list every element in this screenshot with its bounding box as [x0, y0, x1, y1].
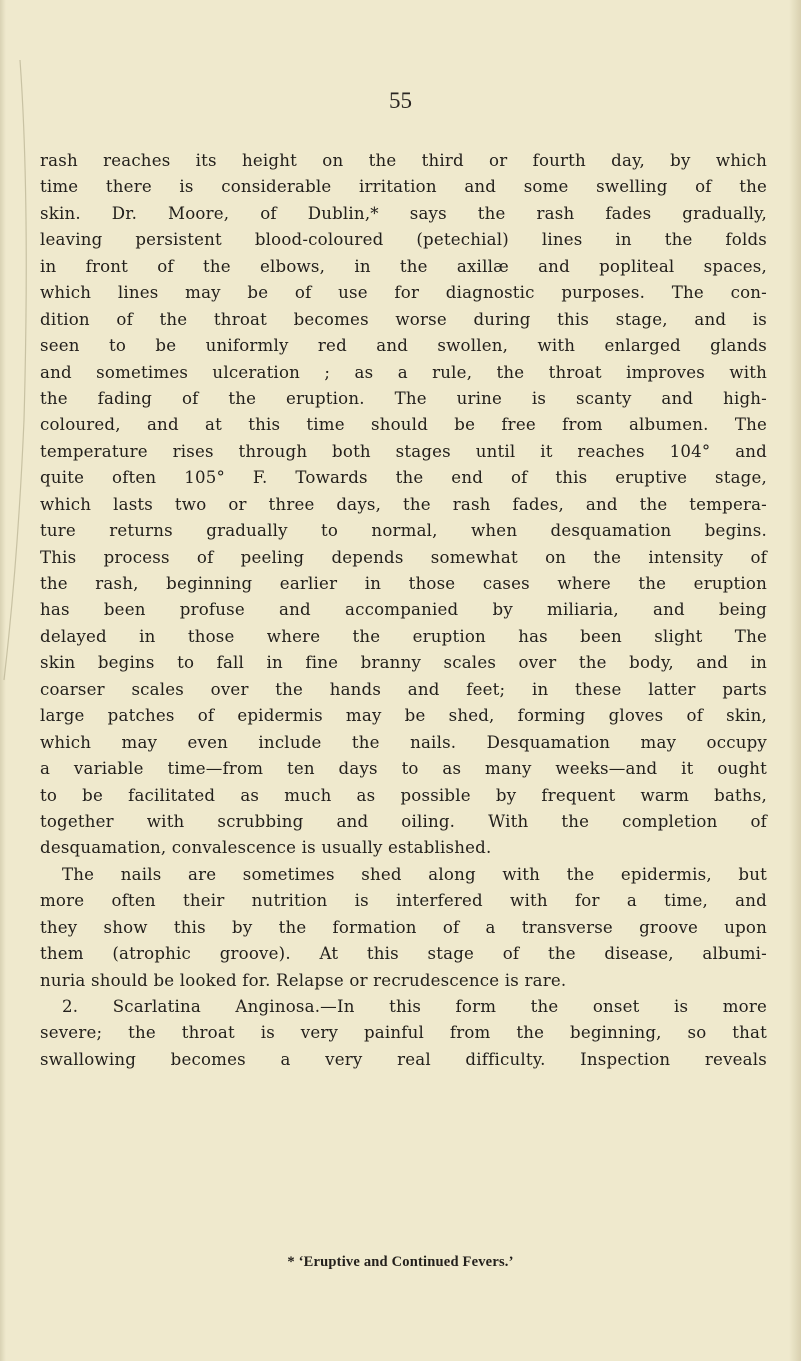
text-line: together with scrubbing and oiling. With the completion of: [40, 811, 767, 831]
text-line: quite often 105° F. Towards the end of this eruptive stage,: [40, 468, 767, 488]
text-line: leaving persistent blood-coloured (petechial) lines in the folds: [40, 230, 767, 250]
text-line: nuria should be looked for. Relapse or recrudescence is rare.: [40, 970, 567, 990]
text-line: large patches of epidermis may be shed, forming gloves of skin,: [40, 706, 767, 726]
text-line: seen to be uniformly red and swollen, with enlarged glands: [40, 336, 767, 356]
text-line: desquamation, convalescence is usually established.: [40, 838, 492, 858]
text-line: the fading of the eruption. The urine is scanty and high-: [40, 388, 767, 408]
text-line: which may even include the nails. Desquamation may occupy: [40, 732, 767, 752]
text-line: which lasts two or three days, the rash fades, and the tempera-: [40, 494, 767, 514]
text-line: 2. Scarlatina Anginosa.—In this form the onset is more: [62, 997, 767, 1016]
text-line: which lines may be of use for diagnostic purposes. The con-: [40, 283, 767, 303]
text-line: in front of the elbows, in the axillæ and popliteal spaces,: [40, 256, 767, 276]
text-line: coarser scales over the hands and feet; in these latter parts: [40, 679, 767, 699]
text-line: more often their nutrition is interfered with for a time, and: [40, 891, 767, 911]
body-text: [40, 148, 767, 1073]
text-line: The nails are sometimes shed along with the epidermis, but: [62, 864, 767, 884]
page-number: 55: [389, 88, 412, 113]
text-line: swallowing becomes a very real difficulty. Inspection reveals: [40, 1049, 767, 1069]
text-line: time there is considerable irritation and some swelling of the: [40, 177, 767, 197]
text-line: ture returns gradually to normal, when desquamation begins.: [40, 521, 767, 541]
text-line: they show this by the formation of a transverse groove upon: [40, 917, 767, 937]
text-line: severe; the throat is very painful from the beginning, so that: [40, 1023, 767, 1043]
text-line: skin begins to fall in fine branny scales over the body, and in: [40, 653, 767, 673]
text-line: temperature rises through both stages until it reaches 104° and: [40, 441, 767, 461]
text-line: coloured, and at this time should be free from albumen. The: [40, 415, 767, 435]
text-line: dition of the throat becomes worse during this stage, and is: [40, 309, 767, 329]
text-line: skin. Dr. Moore, of Dublin,* says the rash fades gradually,: [40, 203, 767, 223]
text-line: This process of peeling depends somewhat on the intensity of: [40, 547, 767, 567]
text-line: and sometimes ulceration ; as a rule, the throat improves with: [40, 362, 767, 382]
text-line: a variable time—from ten days to as many weeks—and it ought: [40, 759, 767, 779]
footnote: * ‘Eruptive and Continued Fevers.’: [287, 1254, 514, 1270]
text-line: to be facilitated as much as possible by frequent warm baths,: [40, 785, 767, 805]
text-line: delayed in those where the eruption has been slight The: [40, 626, 767, 646]
text-line: has been profuse and accompanied by miliaria, and being: [40, 600, 767, 620]
text-line: them (atrophic groove). At this stage of the disease, albumi-: [40, 944, 767, 964]
text-line: the rash, beginning earlier in those cases where the eruption: [40, 574, 767, 593]
text-line: rash reaches its height on the third or fourth day, by which: [40, 151, 767, 170]
